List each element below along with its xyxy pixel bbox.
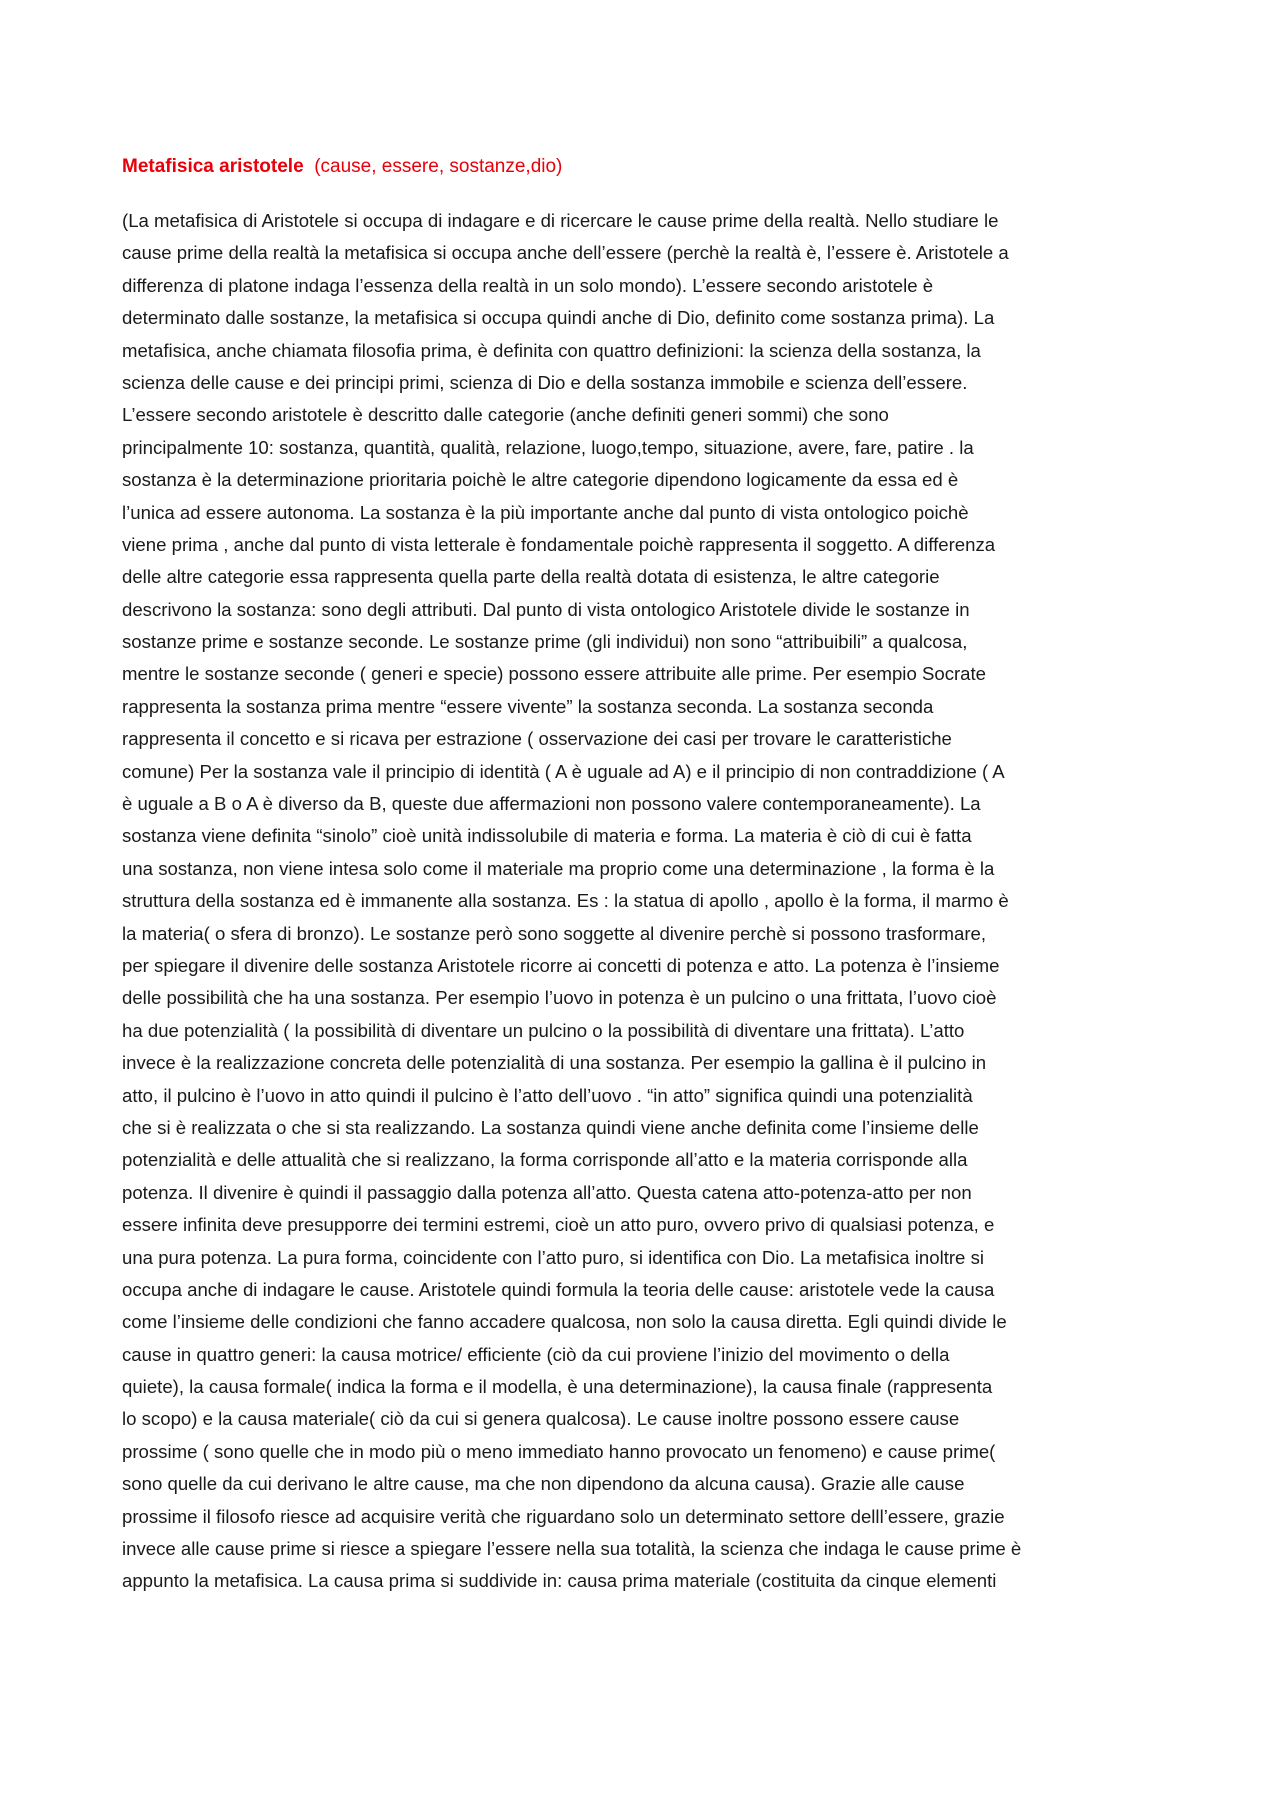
body-line: per spiegare il divenire delle sostanza Aristotele ricorre ai concetti di potenza e atto. La potenza è l’insieme xyxy=(122,954,1000,976)
body-line: sostanza viene definita “sinolo” cioè unità indissolubile di materia e forma. La materia è ciò di cui è fatta xyxy=(122,825,972,847)
body-line: una pura potenza. La pura forma, coincidente con l’atto puro, si identifica con Dio. La metafisica inoltre si xyxy=(122,1246,984,1268)
body-line: sostanze prime e sostanze seconde. Le sostanze prime (gli individui) non sono “attribuibili” a qualcosa, xyxy=(122,631,968,653)
body-line: lo scopo) e la causa materiale( ciò da cui si genera qualcosa). Le cause inoltre possono essere cause xyxy=(122,1408,960,1430)
body-line: l’unica ad essere autonoma. La sostanza è la più importante anche dal punto di vista ontologico poichè xyxy=(122,501,969,523)
body-line: ha due potenzialità ( la possibilità di diventare un pulcino o la possibilità di diventare una frittata). L’atto xyxy=(122,1019,965,1041)
body-line: la materia( o sfera di bronzo). Le sostanze però sono soggette al divenire perchè si possono trasformare, xyxy=(122,922,987,944)
body-line: è uguale a B o A è diverso da B, queste due affermazioni non possono valere contemporaneamente). La xyxy=(122,793,981,815)
body-line: viene prima , anche dal punto di vista letterale è fondamentale poichè rappresenta il soggetto. A differenza xyxy=(122,533,996,555)
body-line: invece è la realizzazione concreta delle potenzialità di una sostanza. Per esempio la gallina è il pulcino in xyxy=(122,1052,987,1074)
body-line: come l’insieme delle condizioni che fanno accadere qualcosa, non solo la causa diretta. Egli quindi divide le xyxy=(122,1311,1007,1333)
heading-subtitle: (cause, essere, sostanze,dio) xyxy=(314,156,563,177)
body-line: prossime il filosofo riesce ad acquisire verità che riguardano solo un determinato settore delll’essere, grazie xyxy=(122,1505,1005,1527)
body-line: L’essere secondo aristotele è descritto dalle categorie (anche definiti generi sommi) che sono xyxy=(122,404,889,426)
body-line: principalmente 10: sostanza, quantità, qualità, relazione, luogo,tempo, situazione, avere, fare, patire . la xyxy=(122,436,974,458)
body-line: mentre le sostanze seconde ( generi e specie) possono essere attribuite alle prime. Per esempio Socrate xyxy=(122,663,987,685)
body-line: essere infinita deve presupporre dei termini estremi, cioè un atto puro, ovvero privo di qualsiasi potenza, e xyxy=(122,1214,995,1236)
body-line: cause prime della realtà la metafisica si occupa anche dell’essere (perchè la realtà è, l’essere è. Aristotele a xyxy=(122,242,1009,264)
body-line: scienza delle cause e dei principi primi, scienza di Dio e della sostanza immobile e scienza dell’essere. xyxy=(122,371,968,393)
body-line: una sostanza, non viene intesa solo come il materiale ma proprio come una determinazione , la forma è la xyxy=(122,857,995,879)
body-line: occupa anche di indagare le cause. Aristotele quindi formula la teoria delle cause: aristotele vede la causa xyxy=(122,1278,995,1300)
body-line: descrivono la sostanza: sono degli attributi. Dal punto di vista ontologico Aristotele divide le sostanze in xyxy=(122,598,970,620)
body-line: metafisica, anche chiamata filosofia prima, è definita con quattro definizioni: la scienza della sostanza, la xyxy=(122,339,981,361)
body-line: delle possibilità che ha una sostanza. Per esempio l’uovo in potenza è un pulcino o una frittata, l’uovo cioè xyxy=(122,987,997,1009)
body-line: che si è realizzata o che si sta realizzando. La sostanza quindi viene anche definita come l’insieme delle xyxy=(122,1116,979,1138)
body-line: appunto la metafisica. La causa prima si suddivide in: causa prima materiale (costituita da cinque elementi xyxy=(122,1570,997,1592)
body-line: sono quelle da cui derivano le altre cause, ma che non dipendono da alcuna causa). Grazie alle cause xyxy=(122,1473,965,1495)
body-line: atto, il pulcino è l’uovo in atto quindi il pulcino è l’atto dell’uovo . “in atto” significa quindi una potenzialità xyxy=(122,1084,973,1106)
body-line: delle altre categorie essa rappresenta quella parte della realtà dotata di esistenza, le altre categorie xyxy=(122,566,940,588)
body-line: prossime ( sono quelle che in modo più o meno immediato hanno provocato un fenomeno) e cause prime( xyxy=(122,1440,996,1462)
body-line: determinato dalle sostanze, la metafisica si occupa quindi anche di Dio, definito come sostanza prima). La xyxy=(122,307,995,329)
document-body xyxy=(122,205,1162,1598)
document-heading xyxy=(122,153,1162,181)
body-line: differenza di platone indaga l’essenza della realtà in un solo mondo). L’essere secondo aristotele è xyxy=(122,274,934,296)
body-line: rappresenta la sostanza prima mentre “essere vivente” la sostanza seconda. La sostanza seconda xyxy=(122,695,934,717)
body-line: comune) Per la sostanza vale il principio di identità ( A è uguale ad A) e il principio di non contraddizione ( A xyxy=(122,760,1005,782)
heading-title: Metafisica aristotele xyxy=(122,156,304,177)
heading-spacer xyxy=(304,156,315,177)
body-line: potenzialità e delle attualità che si realizzano, la forma corrisponde all’atto e la materia corrisponde alla xyxy=(122,1149,968,1171)
body-line: invece alle cause prime si riesce a spiegare l’essere nella sua totalità, la scienza che indaga le cause prime è xyxy=(122,1538,1022,1560)
body-line: struttura della sostanza ed è immanente alla sostanza. Es : la statua di apollo , apollo è la forma, il marmo è xyxy=(122,890,1009,912)
body-line: quiete), la causa formale( indica la forma e il modella, è una determinazione), la causa finale (rappresenta xyxy=(122,1376,993,1398)
body-line: sostanza è la determinazione prioritaria poichè le altre categorie dipendono logicamente da essa ed è xyxy=(122,469,959,491)
body-line: potenza. Il divenire è quindi il passaggio dalla potenza all’atto. Questa catena atto-potenza-atto per non xyxy=(122,1181,972,1203)
body-line: (La metafisica di Aristotele si occupa di indagare e di ricercare le cause prime della realtà. Nello studiare le xyxy=(122,210,999,231)
body-line: rappresenta il concetto e si ricava per estrazione ( osservazione dei casi per trovare le caratteristiche xyxy=(122,728,952,750)
body-line: cause in quattro generi: la causa motrice/ efficiente (ciò da cui proviene l’inizio del movimento o della xyxy=(122,1343,950,1365)
